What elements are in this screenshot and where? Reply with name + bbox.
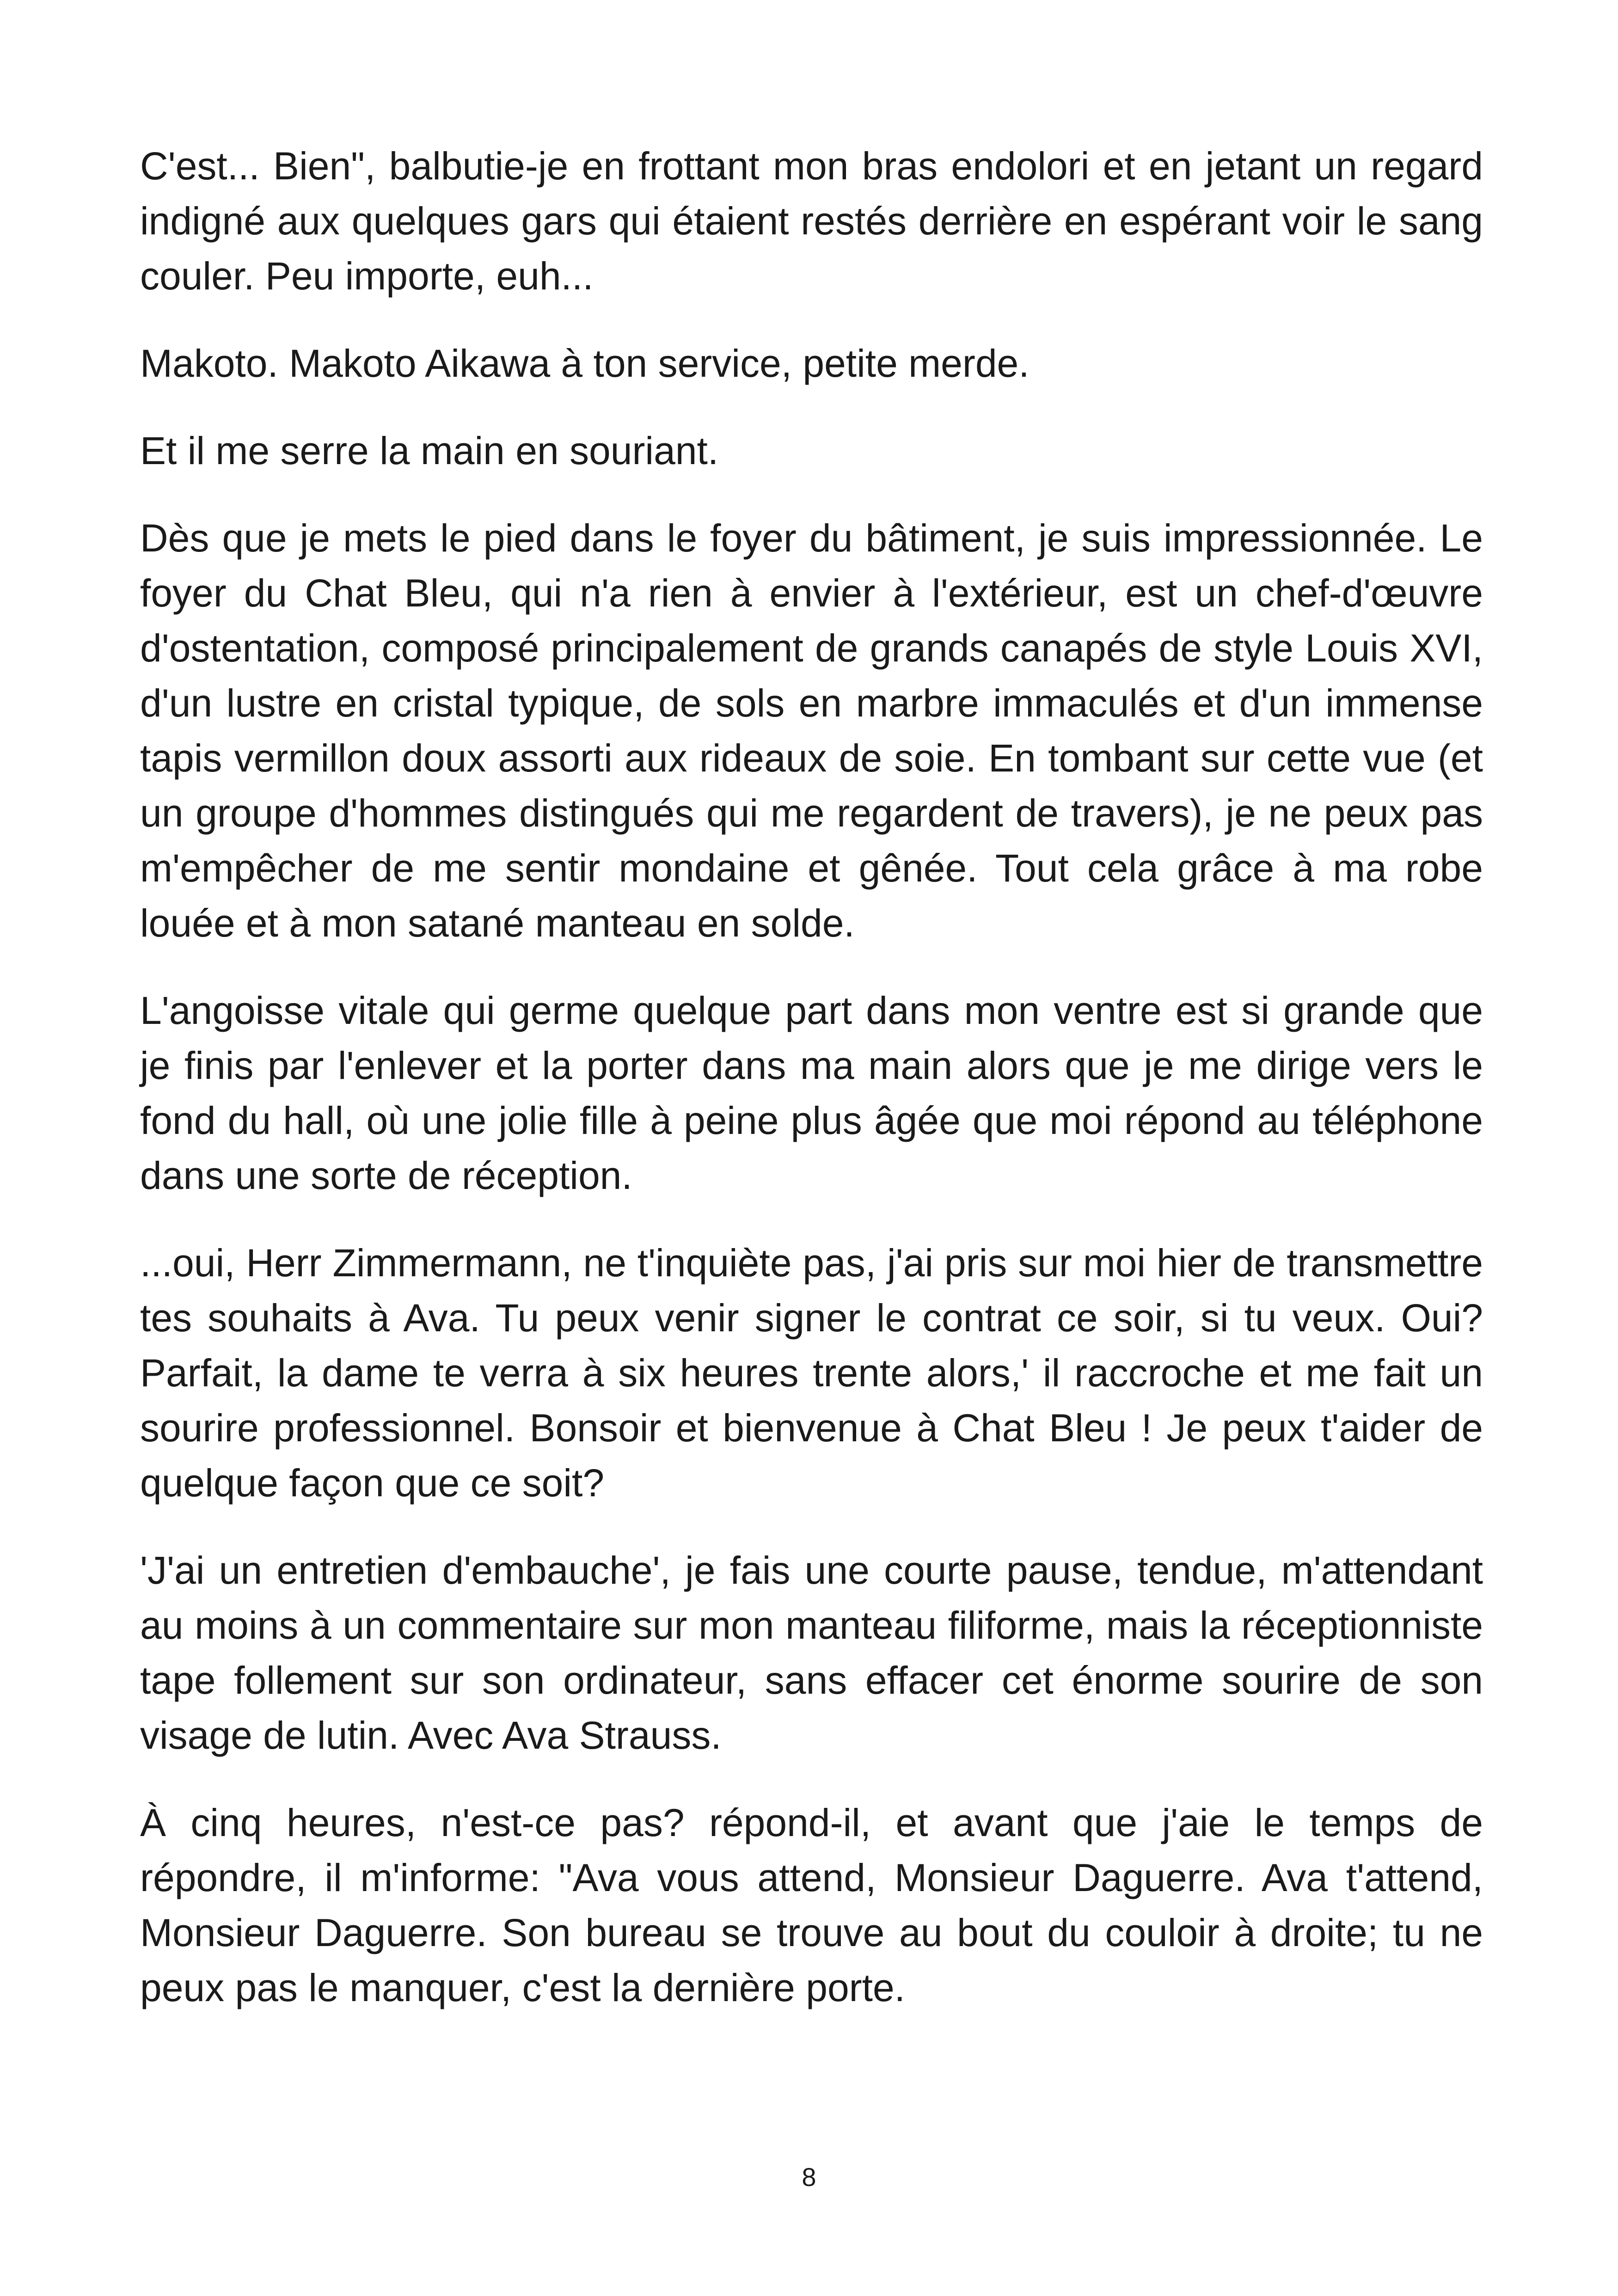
paragraph-5: L'angoisse vitale qui germe quelque part dans mon ventre est si grande que je finis par l'enlever et la porter dans ma main alors que je me dirige vers le fond du hall, où une jolie fille à peine plus âgée que moi répond au téléphone dans une sorte de réception. [140,989,1483,1197]
paragraph-4: Dès que je mets le pied dans le foyer du bâtiment, je suis impressionnée. Le foyer du Chat Bleu, qui n'a rien à envier à l'extérieur, est un chef-d'œuvre d'ostentation, composé principalement de grands canapés de style Louis XVI, d'un lustre en cristal typique, de sols en marbre immaculés et d'un immense tapis vermillon doux assorti aux rideaux de soie. En tombant sur cette vue (et un groupe d'hommes distingués qui me regardent de travers), je ne peux pas m'empêcher de me sentir mondaine et gênée. Tout cela grâce à ma robe louée et à mon satané manteau en solde. [140,516,1483,945]
paragraph-1: C'est... Bien", balbutie-je en frottant mon bras endolori et en jetant un regard indigné aux quelques gars qui étaient restés derrière en espérant voir le sang couler. Peu importe, euh... [140,144,1483,298]
paragraph-7: 'J'ai un entretien d'embauche', je fais une courte pause, tendue, m'attendant au moins à un commentaire sur mon manteau filiforme, mais la réceptionniste tape follement sur son ordinateur, sans effacer cet énorme sourire de son visage de lutin. Avec Ava Strauss. [140,1549,1483,1757]
page-number: 8 [802,2162,816,2192]
paragraph-8: À cinq heures, n'est-ce pas? répond-il, et avant que j'aie le temps de répondre, il m'informe: "Ava vous attend, Monsieur Daguerre. Ava t'attend, Monsieur Daguerre. Son bureau se trouve au bout du couloir à droite; tu ne peux pas le manquer, c'est la dernière porte. [140,1801,1483,2009]
paragraph-3: Et il me serre la main en souriant. [140,429,719,472]
paragraph-6: ...oui, Herr Zimmermann, ne t'inquiète pas, j'ai pris sur moi hier de transmettre tes souhaits à Ava. Tu peux venir signer le contrat ce soir, si tu veux. Oui? Parfait, la dame te verra à six heures trente alors,' il raccroche et me fait un sourire professionnel. Bonsoir et bienvenue à Chat Bleu ! Je peux t'aider de quelque façon que ce soit? [140,1241,1483,1505]
body-text [140,139,1483,2048]
paragraph-2: Makoto. Makoto Aikawa à ton service, petite merde. [140,342,1030,385]
